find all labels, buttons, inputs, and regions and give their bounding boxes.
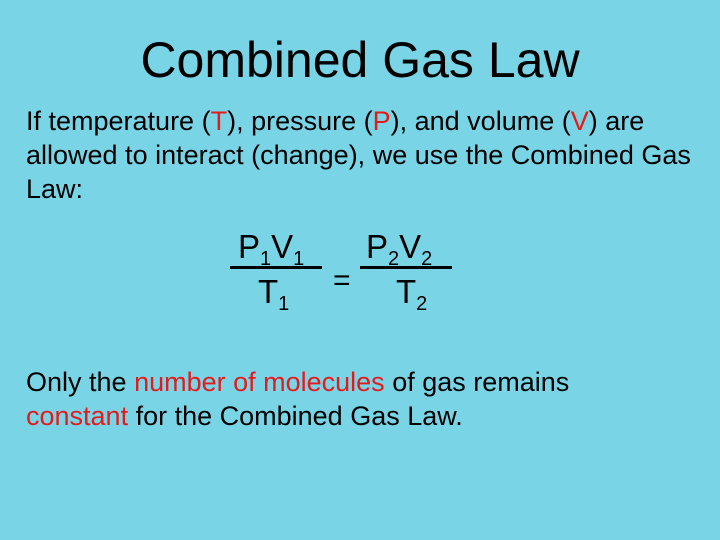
variable-symbol: P bbox=[238, 228, 261, 265]
variable-symbol: T bbox=[396, 273, 417, 310]
left-fraction bbox=[230, 228, 322, 315]
right-fraction-bar bbox=[360, 266, 452, 269]
conclusion-paragraph bbox=[26, 365, 666, 433]
subscript: 2 bbox=[421, 248, 433, 270]
subscript: 1 bbox=[293, 248, 305, 270]
intro-paragraph bbox=[26, 104, 706, 206]
right-numerator bbox=[360, 228, 452, 270]
slide-title: Combined Gas Law bbox=[140, 32, 580, 88]
left-numerator bbox=[230, 228, 322, 270]
variable-symbol: V bbox=[399, 228, 422, 265]
left-denominator bbox=[230, 273, 322, 315]
variable-symbol: T bbox=[258, 273, 279, 310]
subscript: 2 bbox=[388, 248, 400, 270]
variable-symbol: P bbox=[366, 228, 389, 265]
highlighted-text: T bbox=[210, 106, 228, 136]
highlighted-text: V bbox=[570, 106, 589, 136]
combined-gas-law-equation bbox=[230, 228, 460, 338]
subscript: 1 bbox=[260, 248, 272, 270]
equals-sign: = bbox=[333, 264, 351, 297]
variable-symbol: V bbox=[271, 228, 294, 265]
highlighted-text: P bbox=[372, 106, 391, 136]
text-run: ), and volume ( bbox=[390, 106, 571, 136]
subscript: 2 bbox=[416, 293, 428, 315]
subscript: 1 bbox=[278, 293, 290, 315]
text-run: Only the bbox=[26, 367, 135, 397]
text-run: ), pressure ( bbox=[227, 106, 373, 136]
text-run: of gas remains bbox=[384, 367, 570, 397]
left-fraction-bar bbox=[230, 266, 322, 269]
right-denominator bbox=[360, 273, 452, 315]
text-run: ) are allowed to interact (change), we use the Combined Gas Law: bbox=[26, 106, 691, 204]
text-run: for the Combined Gas Law. bbox=[128, 401, 463, 431]
text-run: If temperature ( bbox=[26, 106, 211, 136]
highlighted-text: number of molecules bbox=[134, 367, 385, 397]
highlighted-text: constant bbox=[26, 401, 129, 431]
right-fraction bbox=[360, 228, 452, 315]
